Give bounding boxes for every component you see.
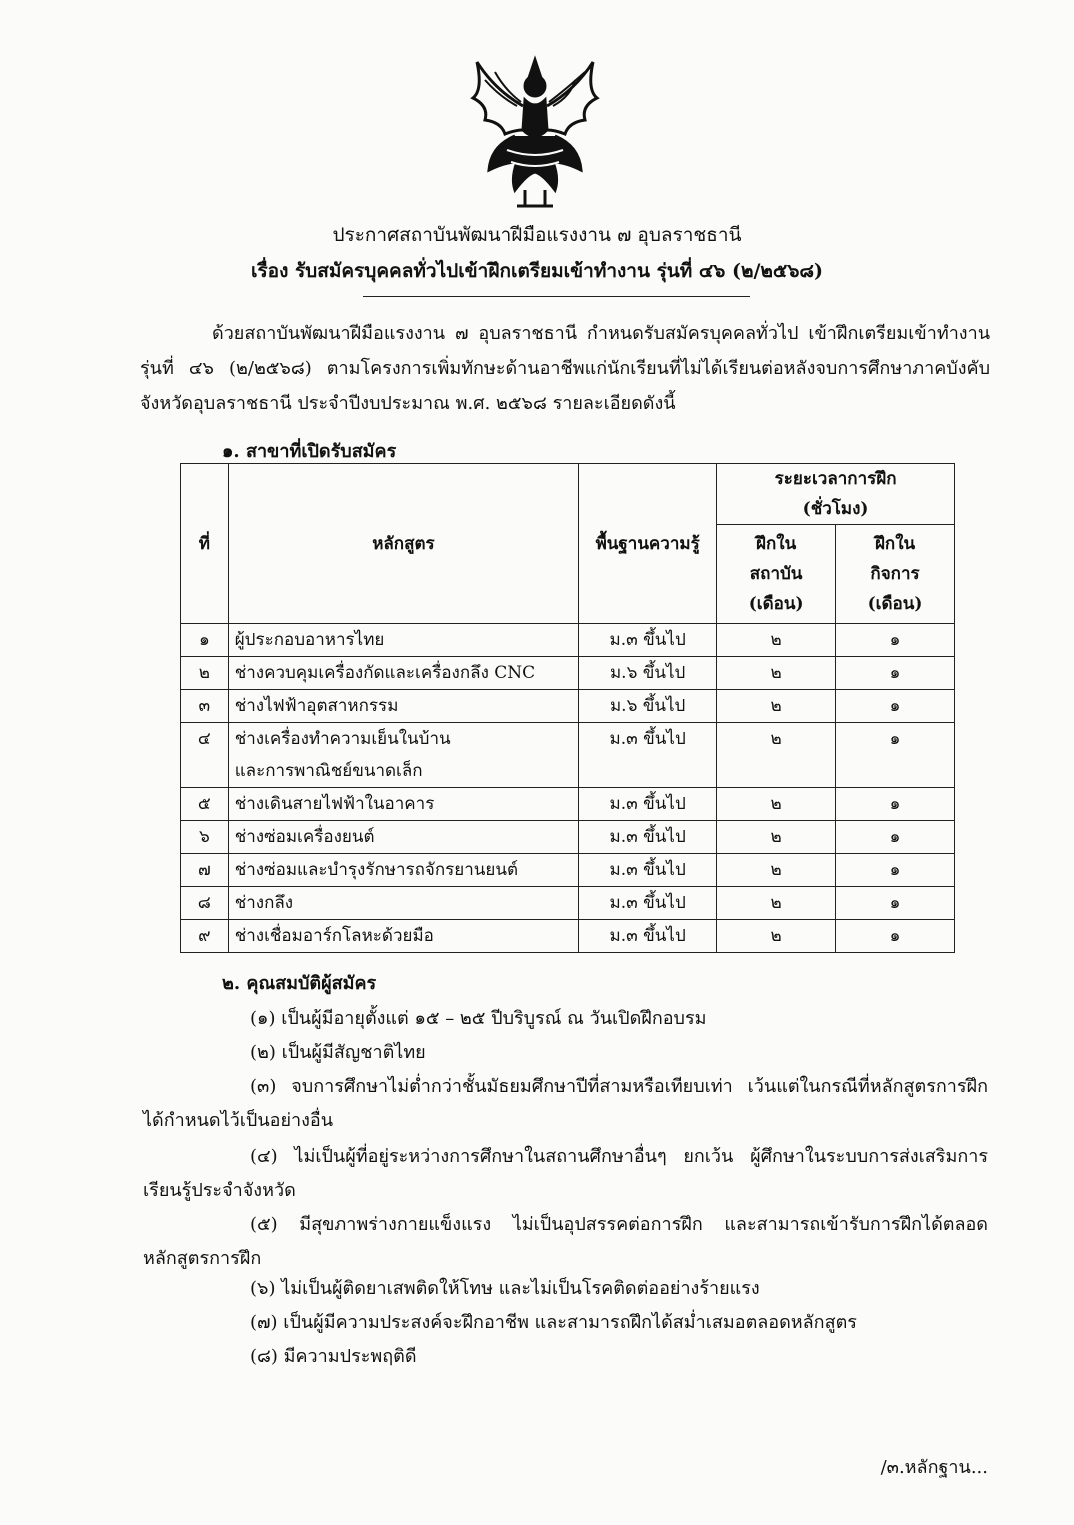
cell-no: ๔: [181, 723, 229, 788]
cell-course: ช่างซ่อมและบำรุงรักษารถจักรยานยนต์: [228, 854, 578, 887]
qualification-item-2: (๒) เป็นผู้มีสัญชาติไทย: [250, 1042, 426, 1063]
cell-inst: ๒: [717, 821, 836, 854]
cell-course: ช่างควบคุมเครื่องกัดและเครื่องกลึง CNC: [228, 657, 578, 690]
cell-inst: ๒: [717, 854, 836, 887]
table-row: [181, 887, 955, 920]
continuation-note: /๓.หลักฐาน...: [880, 1457, 988, 1478]
cell-inst: ๒: [717, 887, 836, 920]
cell-base: ม.๖ ขึ้นไป: [579, 690, 717, 723]
cell-biz: ๑: [836, 723, 955, 788]
cell-base: ม.๓ ขึ้นไป: [579, 887, 717, 920]
cell-base: ม.๓ ขึ้นไป: [579, 624, 717, 657]
cell-no: ๖: [181, 821, 229, 854]
cell-inst: ๒: [717, 624, 836, 657]
cell-course: ช่างเดินสายไฟฟ้าในอาคาร: [228, 788, 578, 821]
col-header-inst: [717, 525, 836, 624]
table-row: [181, 657, 955, 690]
cell-biz: ๑: [836, 887, 955, 920]
intro-paragraph: ด้วยสถาบันพัฒนาฝีมือแรงงาน ๗ อุบลราชธานี กำหนดรับสมัครบุคคลทั่วไป เข้าฝึกเตรียมเข้าทำงาน รุ่นที่ ๔๖ (๒/๒๕๖๘) ตามโครงการเพิ่มทักษะด้านอาชีพแก่นักเรียนที่ไม่ได้เรียนต่อหลังจบการศึกษาภาคบังคับจังหวัดอุบลราชธานี ประจำปีงบประมาณ พ.ศ. ๒๕๖๘ รายละเอียดดังนี้: [140, 323, 990, 414]
garuda-emblem-icon: [455, 50, 615, 210]
header-divider: [363, 296, 750, 297]
announcement-subject: เรื่อง รับสมัครบุคคลทั่วไปเข้าฝึกเตรียมเข้าทำงาน รุ่นที่ ๔๖ (๒/๒๕๖๘): [250, 260, 824, 282]
col-header-duration-text: ระยะเวลาการฝึก (ชั่วโมง): [774, 469, 897, 519]
cell-no: ๒: [181, 657, 229, 690]
cell-course: [228, 723, 578, 788]
qualification-item-5: (๕) มีสุขภาพร่างกายแข็งแรง ไม่เป็นอุปสรรคต่อการฝึก และสามารถเข้ารับการฝึกได้ตลอดหลักสูตรการฝึก: [143, 1214, 988, 1269]
announcement-issuer: ประกาศสถาบันพัฒนาฝีมือแรงงาน ๗ อุบลราชธานี: [332, 224, 742, 246]
section-1-title: ๑. สาขาที่เปิดรับสมัคร: [222, 441, 397, 462]
cell-no: ๙: [181, 920, 229, 953]
table-row: [181, 624, 955, 657]
cell-course: ผู้ประกอบอาหารไทย: [228, 624, 578, 657]
cell-inst: ๒: [717, 788, 836, 821]
col-header-biz-text: ฝึกใน กิจการ (เดือน): [867, 534, 923, 614]
cell-biz: ๑: [836, 854, 955, 887]
cell-course: ช่างไฟฟ้าอุตสาหกรรม: [228, 690, 578, 723]
cell-biz: ๑: [836, 624, 955, 657]
cell-course: ช่างกลึง: [228, 887, 578, 920]
table-row: [181, 723, 955, 788]
cell-course: ช่างเชื่อมอาร์กโลหะด้วยมือ: [228, 920, 578, 953]
table-row: [181, 920, 955, 953]
cell-no: ๘: [181, 887, 229, 920]
cell-no: ๕: [181, 788, 229, 821]
cell-course: ช่างซ่อมเครื่องยนต์: [228, 821, 578, 854]
table-row: [181, 788, 955, 821]
cell-no: ๓: [181, 690, 229, 723]
table-row: [181, 854, 955, 887]
table-row: [181, 821, 955, 854]
qualification-item-3: (๓) จบการศึกษาไม่ต่ำกว่าชั้นมัธยมศึกษาปีที่สามหรือเทียบเท่า เว้นแต่ในกรณีที่หลักสูตรการฝึกได้กำหนดไว้เป็นอย่างอื่น: [143, 1076, 988, 1131]
cell-biz: ๑: [836, 920, 955, 953]
cell-biz: ๑: [836, 788, 955, 821]
cell-biz: ๑: [836, 690, 955, 723]
cell-inst: ๒: [717, 723, 836, 788]
cell-base: ม.๖ ขึ้นไป: [579, 657, 717, 690]
cell-course-line2: และการพาณิชย์ขนาดเล็ก: [234, 761, 423, 781]
cell-inst: ๒: [717, 657, 836, 690]
qualification-item-4: (๔) ไม่เป็นผู้ที่อยู่ระหว่างการศึกษาในสถานศึกษาอื่นๆ ยกเว้น ผู้ศึกษาในระบบการส่งเสริมการเรียนรู้ประจำจังหวัด: [143, 1146, 988, 1201]
col-header-course: หลักสูตร: [228, 464, 578, 624]
section-2-title: ๒. คุณสมบัติผู้สมัคร: [222, 973, 377, 994]
cell-inst: ๒: [717, 920, 836, 953]
cell-biz: ๑: [836, 821, 955, 854]
col-header-inst-text: ฝึกใน สถาบัน (เดือน): [748, 534, 804, 614]
col-header-no: ที่: [181, 464, 229, 624]
cell-base: ม.๓ ขึ้นไป: [579, 788, 717, 821]
cell-base: ม.๓ ขึ้นไป: [579, 920, 717, 953]
cell-course-line1: ช่างเครื่องทำความเย็นในบ้าน: [234, 729, 451, 749]
cell-base: ม.๓ ขึ้นไป: [579, 854, 717, 887]
col-header-base: พื้นฐานความรู้: [579, 464, 717, 624]
cell-base: ม.๓ ขึ้นไป: [579, 723, 717, 788]
qualification-item-1: (๑) เป็นผู้มีอายุตั้งแต่ ๑๕ – ๒๕ ปีบริบูรณ์ ณ วันเปิดฝึกอบรม: [250, 1008, 707, 1029]
cell-no: ๗: [181, 854, 229, 887]
cell-no: ๑: [181, 624, 229, 657]
cell-biz: ๑: [836, 657, 955, 690]
qualification-item-7: (๗) เป็นผู้มีความประสงค์จะฝึกอาชีพ และสามารถฝึกได้สม่ำเสมอตลอดหลักสูตร: [250, 1312, 857, 1333]
table-row: [181, 690, 955, 723]
courses-table: [180, 463, 955, 953]
cell-inst: ๒: [717, 690, 836, 723]
col-header-duration: [717, 464, 955, 525]
qualification-item-6: (๖) ไม่เป็นผู้ติดยาเสพติดให้โทษ และไม่เป็นโรคติดต่ออย่างร้ายแรง: [250, 1278, 760, 1299]
qualification-item-8: (๘) มีความประพฤติดี: [250, 1346, 417, 1367]
col-header-biz: [836, 525, 955, 624]
cell-base: ม.๓ ขึ้นไป: [579, 821, 717, 854]
